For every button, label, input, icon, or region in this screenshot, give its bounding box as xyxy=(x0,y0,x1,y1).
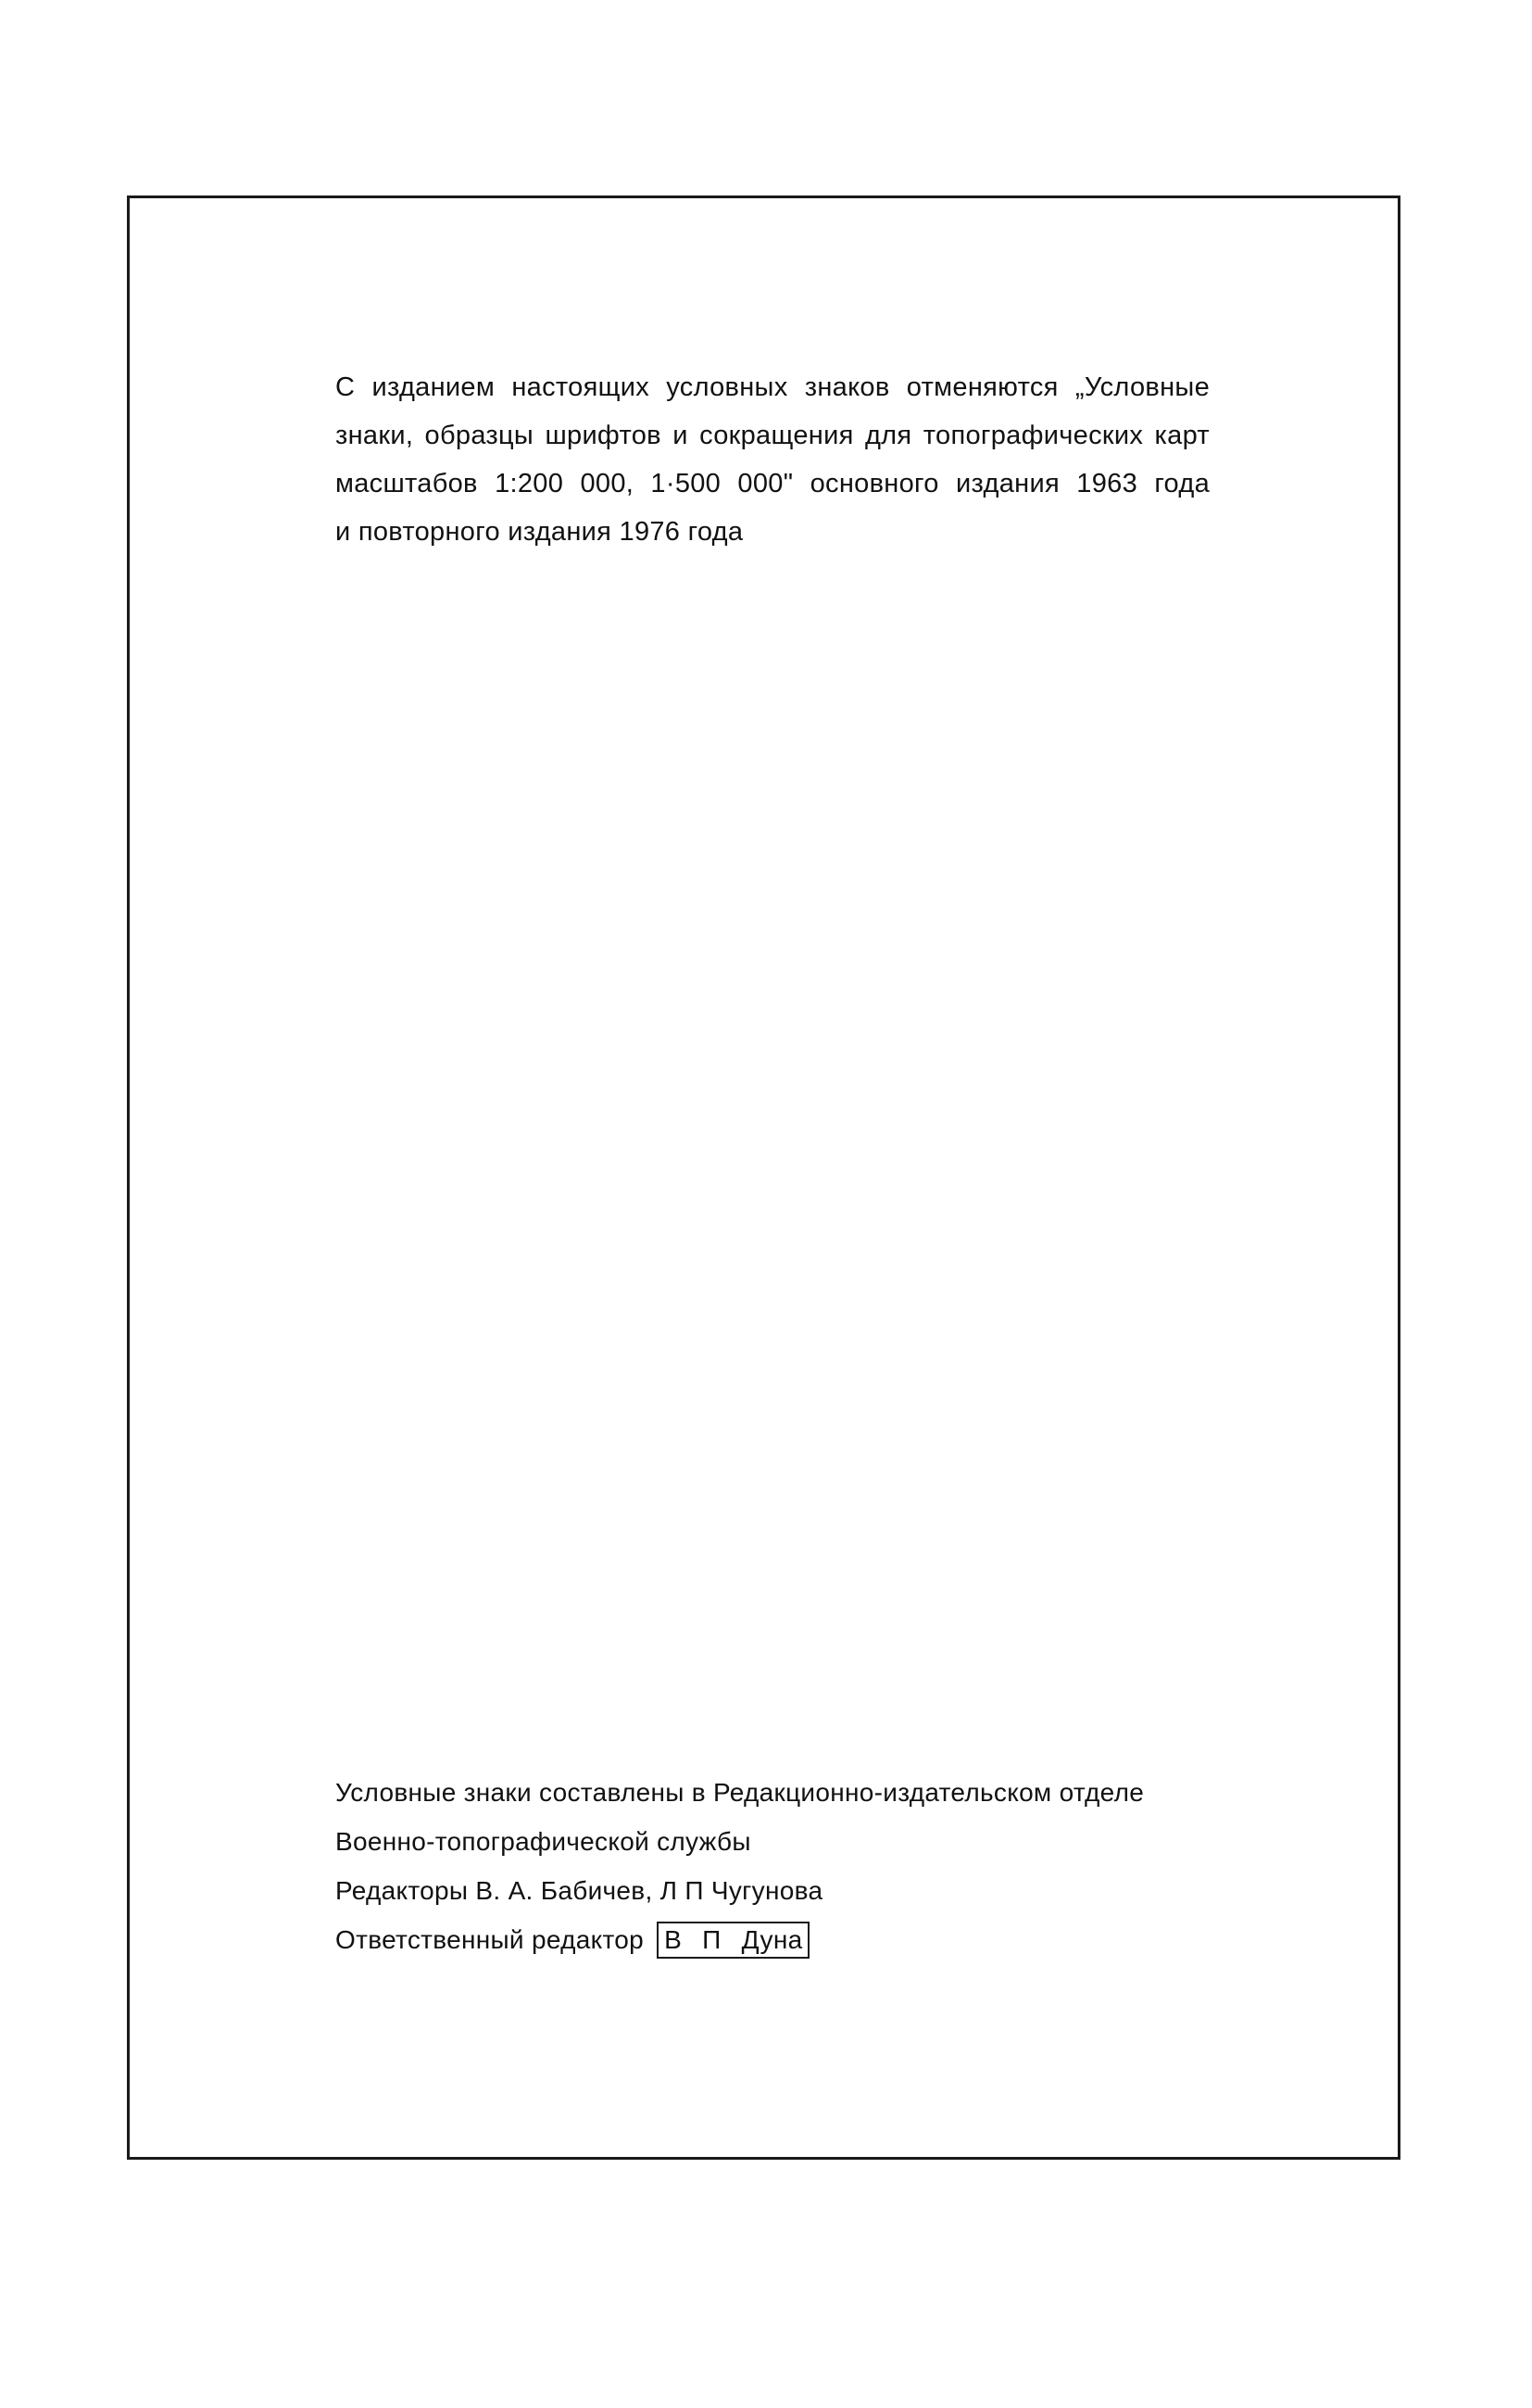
responsible-editor-name: В П Дуна xyxy=(657,1922,810,1959)
notice-line-3: масштабов 1:200 000, 1·500 000" основного издания 1963 года xyxy=(335,469,1210,498)
notice-line-1: С изданием настоящих условных знаков отменяются „Условные xyxy=(335,372,1210,402)
cancellation-notice xyxy=(335,363,1210,556)
compiled-by-line-2: Военно-топографической службы xyxy=(335,1827,751,1856)
responsible-editor-label: Ответственный редактор xyxy=(335,1925,645,1954)
notice-line-4: и повторного издания 1976 года xyxy=(335,517,744,547)
credits-block xyxy=(335,1768,1262,1964)
notice-line-2: знаки, образцы шрифтов и сокращения для топографических карт xyxy=(335,421,1210,450)
responsible-editor-line xyxy=(335,1915,1262,1964)
compiled-by-line-1: Условные знаки составлены в Редакционно-издательском отделе xyxy=(335,1778,1145,1807)
editors-line: Редакторы В. А. Бабичев, Л П Чугунова xyxy=(335,1876,823,1905)
